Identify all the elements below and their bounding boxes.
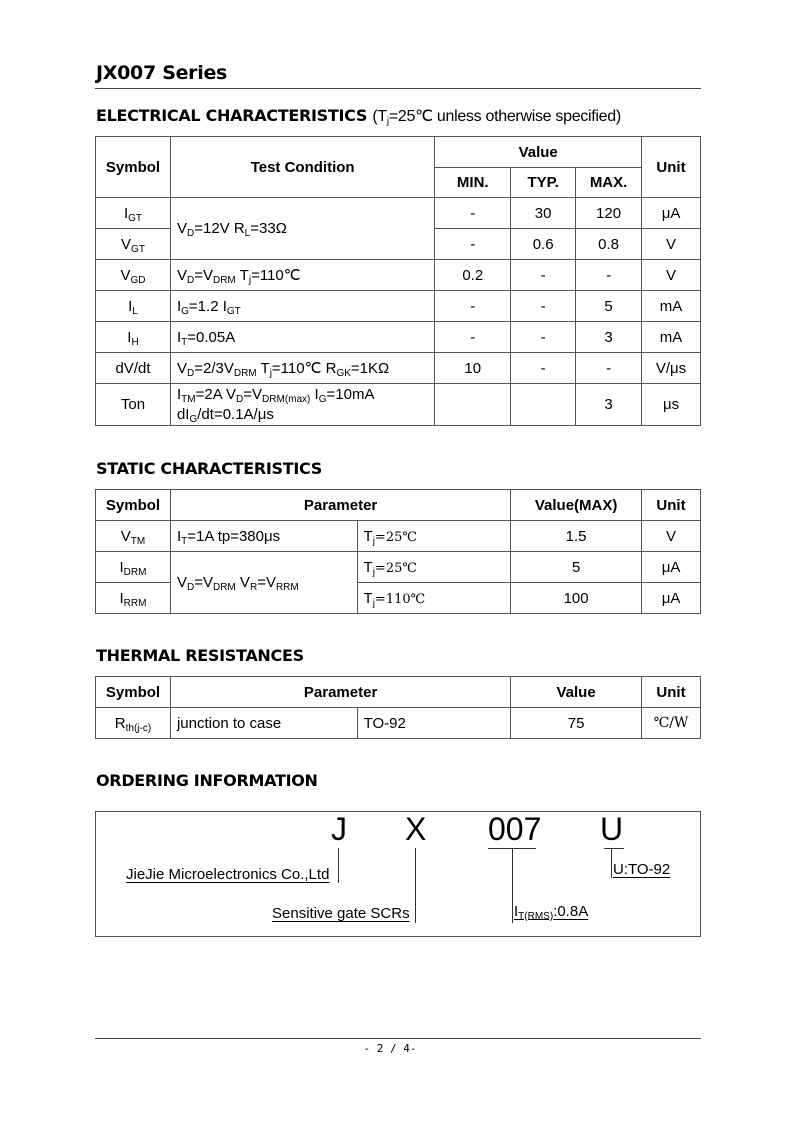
typ-value: - [511,260,576,291]
connector-007 [512,848,513,923]
col-unit: Unit [642,490,701,521]
min-value [435,384,511,426]
col-test-condition: Test Condition [170,137,434,198]
col-value-max: Value(MAX) [511,490,642,521]
unit-irrm: μA [642,583,701,614]
table-row [96,260,701,291]
temperature-idrm: $T_j=25℃$ [357,552,511,583]
col-symbol: Symbol [96,137,171,198]
unit-value: V [642,229,701,260]
connector-u [611,848,612,878]
typ-value: 0.6 [511,229,576,260]
unit-value: V/μs [642,353,701,384]
col-min: MIN. [435,168,511,198]
symbol-idrm: $I_{DRM}$ [96,552,171,583]
symbol-igt: $I_{GT}$ [96,198,171,229]
condition-ton [170,384,434,426]
footer-rule [95,1038,701,1039]
symbol-vtm: $V_{TM}$ [96,521,171,552]
code-letter-j: J [331,811,347,847]
symbol-dvdt: dV/dt [96,353,171,384]
header-rule [95,88,701,89]
symbol-il: $I_L$ [96,291,171,322]
connector-x [415,848,416,923]
col-unit: Unit [642,137,701,198]
label-company: JieJie Microelectronics Co.,Ltd [126,866,330,883]
col-symbol: Symbol [96,490,171,521]
max-value: 120 [576,198,642,229]
max-value: 0.8 [576,229,642,260]
condition-il: $I_G=1.2$ $I_{GT}$ [170,291,434,322]
unit-value: V [642,260,701,291]
electrical-table [95,136,701,426]
electrical-section-title [96,106,621,126]
typ-value: 30 [511,198,576,229]
package-rth: TO-92 [357,708,511,739]
max-value: 3 [576,322,642,353]
electrical-condition-note: ($T_j=25℃$ unless otherwise specified) [372,108,621,127]
min-value: 10 [435,353,511,384]
col-typ: TYP. [511,168,576,198]
max-value: 5 [576,291,642,322]
min-value: - [435,322,511,353]
thermal-section-title: THERMAL RESISTANCES [96,646,304,665]
code-number: 007 [488,811,542,847]
condition-igt-vgt: $V_D=12V$ $R_L=33\Omega$ [170,198,434,260]
static-section-title: STATIC CHARACTERISTICS [96,459,322,478]
typ-value: - [511,353,576,384]
symbol-vgd: $V_{GD}$ [96,260,171,291]
symbol-ih: $I_H$ [96,322,171,353]
ordering-diagram [95,811,701,937]
code-letter-x: X [405,811,427,847]
table-row [96,552,701,583]
parameter-idrm-irrm: $V_D=V_{DRM}$ $V_R=V_{RRM}$ [170,552,357,614]
page-number: - 2 / 4- [363,1042,417,1055]
col-unit: Unit [641,677,700,708]
table-row [96,322,701,353]
condition-ih: $I_T=0.05A$ [170,322,434,353]
label-current: $I_{T(RMS)}:0.8A$ [514,903,589,922]
col-parameter: Parameter [170,490,510,521]
parameter-rth: junction to case [170,708,357,739]
col-parameter: Parameter [170,677,510,708]
table-row [96,708,701,739]
parameter-vtm: $I_T=1A$ tp=380μs [170,521,357,552]
temperature-irrm: $T_j=110℃$ [357,583,511,614]
table-row [96,384,701,426]
label-type: Sensitive gate SCRs [272,905,410,922]
symbol-ton: Ton [96,384,171,426]
value-idrm: 5 [511,552,642,583]
unit-vtm: V [642,521,701,552]
unit-value: mA [642,322,701,353]
unit-rth: ℃/W [641,708,700,739]
symbol-irrm: $I_{RRM}$ [96,583,171,614]
value-vtm: 1.5 [511,521,642,552]
max-value: - [576,353,642,384]
table-row [96,353,701,384]
min-value: - [435,229,511,260]
value-irrm: 100 [511,583,642,614]
min-value: - [435,198,511,229]
unit-value: μA [642,198,701,229]
col-symbol: Symbol [96,677,171,708]
condition-ton-line1: $I_{TM}=2A$ $V_D=V_{DRM(max)}$ $I_G=10mA$ [176,385,375,405]
typ-value [511,384,576,426]
min-value: 0.2 [435,260,511,291]
col-max: MAX. [576,168,642,198]
max-value: - [576,260,642,291]
ordering-section-title: ORDERING INFORMATION [96,771,318,790]
min-value: - [435,291,511,322]
label-package: U:TO-92 [613,861,671,878]
unit-idrm: μA [642,552,701,583]
condition-dvdt: $V_D=2/3V_{DRM}$ $T_j=110℃$ $R_{GK}=1K\Omega$ [170,353,434,384]
electrical-title-text: ELECTRICAL CHARACTERISTICS [96,106,368,125]
table-row [96,521,701,552]
typ-value: - [511,291,576,322]
table-row [96,291,701,322]
col-value: Value [511,677,642,708]
connector-u-bar [604,848,624,849]
col-value: Value [435,137,642,168]
condition-vgd: $V_D=V_{DRM}$ $T_j=110℃$ [170,260,434,291]
condition-ton-line2: $dI_G/dt=0.1A/\mu s$ [176,405,274,425]
symbol-rth: $R_{th(j-c)}$ [96,708,171,739]
static-table [95,489,701,614]
temperature-vtm: $T_j=25℃$ [357,521,511,552]
symbol-vgt: $V_{GT}$ [96,229,171,260]
code-letter-u: U [600,811,624,847]
connector-j [338,848,339,883]
table-row [96,198,701,229]
unit-value: μs [642,384,701,426]
series-title: JX007 Series [96,62,228,84]
max-value: 3 [576,384,642,426]
thermal-table [95,676,701,739]
unit-value: mA [642,291,701,322]
value-rth: 75 [511,708,642,739]
typ-value: - [511,322,576,353]
